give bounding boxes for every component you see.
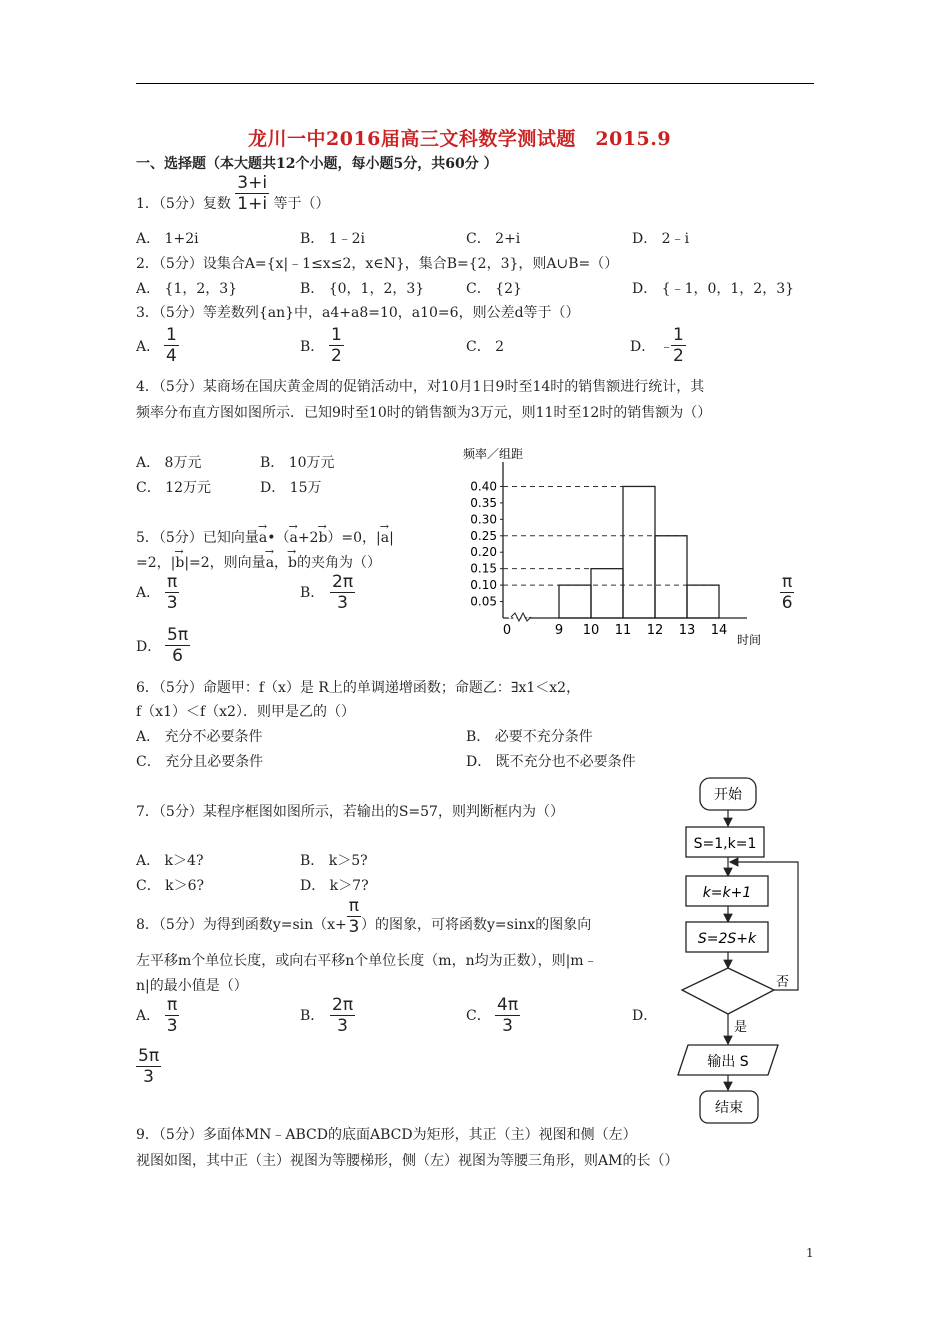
q1-option-b: B． 1﹣2i <box>300 231 366 247</box>
q5-option-c-fraction <box>780 574 794 612</box>
header-rule <box>136 83 814 84</box>
page-title: 龙川一中2016届高三文科数学测试题 2015.9 <box>248 128 672 150</box>
vector-a: → a <box>266 555 274 571</box>
q8-fraction <box>347 898 361 936</box>
q8-stem-line2: 左平移m个单位长度，或向右平移n个单位长度（m，n均为正数），则|m﹣ <box>136 953 598 969</box>
q8-b-den: 3 <box>337 1016 348 1036</box>
q5-text-3: +2 <box>297 530 319 546</box>
q5-stem-line2 <box>136 552 381 572</box>
q5-b-num: 2π <box>332 572 354 592</box>
q8-stem-line1 <box>136 896 592 944</box>
q8-option-b-label: B． <box>300 1008 325 1024</box>
flow-output-text: 输出 S <box>707 1054 749 1070</box>
vector-a: → a <box>259 530 267 546</box>
y-tick-label: 0.25 <box>470 528 497 543</box>
q8-option-b-fraction <box>330 997 355 1035</box>
y-tick-label: 0.40 <box>470 479 497 494</box>
q6-option-a: A． 充分不必要条件 <box>136 729 263 745</box>
q3-option-c: C． 2 <box>466 339 505 355</box>
flow-start-text: 开始 <box>714 787 742 803</box>
x-tick-label: 10 <box>582 623 600 638</box>
q7-option-b: B． k＞5? <box>300 853 368 869</box>
y-tick-label: 0.10 <box>470 578 497 593</box>
q9-stem-line2: 视图如图，其中正（主）视图为等腰梯形，侧（左）视图为等腰三角形，则AM的长（） <box>136 1153 679 1169</box>
histogram-chart <box>455 440 775 650</box>
flow-end-text: 结束 <box>715 1100 743 1116</box>
q8-c-num: 4π <box>497 995 519 1015</box>
q8-option-c-label: C． <box>466 1008 491 1024</box>
q1-prefix: 1．（5分）复数 <box>136 196 231 212</box>
x-tick-label: 0 <box>502 623 512 638</box>
q5-d-den: 6 <box>172 646 183 666</box>
q1-suffix: 等于（） <box>273 196 330 212</box>
q8-option-a-label: A． <box>136 1008 161 1024</box>
q6-stem-line2: f（x1）＜f（x2）．则甲是乙的（） <box>136 704 355 720</box>
q5-option-b-fraction <box>330 574 355 612</box>
q7-option-c: C． k＞6? <box>136 878 205 894</box>
q8-frac-den: 3 <box>348 917 360 937</box>
flow-no-label: 否 <box>776 975 790 990</box>
q3-a-den: 4 <box>166 346 177 366</box>
histogram-y-label: 频率／组距 <box>463 447 524 461</box>
q5-option-a-fraction <box>165 574 179 612</box>
q2-stem: 2．（5分）设集合A={x|﹣1≤x≤2，x∈N}，集合B={2，3}，则A∪B=（） <box>136 256 619 272</box>
q3-stem: 3．（5分）等差数列{an}中，a4+a8=10，a10=6，则公差d等于（） <box>136 305 580 321</box>
flow-step1-text: k=k+1 <box>702 885 752 901</box>
section-heading: 一、选择题（本大题共12个小题，每小题5分，共60分 ） <box>136 156 498 172</box>
q5-text-1: 5．（5分）已知向量 <box>136 530 259 546</box>
vector-a: → a <box>381 530 389 546</box>
q5-text-9: 的夹角为（） <box>297 555 382 571</box>
q6-stem-line1: 6．（5分）命题甲：f（x）是 R上的单调递增函数；命题乙：∃x1＜x2， <box>136 680 581 696</box>
y-tick-label: 0.05 <box>470 594 497 609</box>
q1-option-c: C． 2+i <box>466 231 521 247</box>
q5-option-d-fraction <box>165 627 190 665</box>
q2-option-a: A． {1，2，3} <box>136 281 238 297</box>
q4-option-b: B． 10万元 <box>260 455 335 471</box>
flow-init-text: S=1,k=1 <box>693 836 757 852</box>
q7-option-a: A． k＞4? <box>136 853 204 869</box>
q8-stem-line3: n|的最小值是（） <box>136 978 248 994</box>
y-tick-label: 0.35 <box>470 495 497 510</box>
histogram-x-label: 时间 <box>737 633 762 647</box>
q5-a-num: π <box>167 572 178 592</box>
q5-text-2: •（ <box>267 530 290 546</box>
q5-option-d-label: D． <box>136 639 162 655</box>
q1-option-a: A． 1+2i <box>136 231 199 247</box>
q3-d-den: 2 <box>673 346 684 366</box>
q3-option-b-fraction <box>329 327 344 365</box>
q1-frac-num: 3+i <box>237 173 268 193</box>
histogram-bar <box>559 585 591 618</box>
q1-frac-den: 1+i <box>237 194 268 214</box>
q4-stem-line2: 频率分布直方图如图所示．已知9时至10时的销售额为3万元，则11时至12时的销售额为（） <box>136 405 712 421</box>
flow-decision-diamond <box>682 968 774 1014</box>
q2-option-b: B． {0，1，2，3} <box>300 281 425 297</box>
vector-b: → b <box>175 555 184 571</box>
q8-a-num: π <box>167 995 178 1015</box>
q3-option-a-fraction <box>164 327 179 365</box>
q4-stem-line1: 4．（5分）某商场在国庆黄金周的促销活动中，对10月1日9时至14时的销售额进行统计，其 <box>136 379 705 395</box>
q9-stem-line1: 9．（5分）多面体MN﹣ABCD的底面ABCD为矩形，其正（主）视图和侧（左） <box>136 1127 637 1143</box>
q5-text-5: | <box>389 530 394 546</box>
q5-text-6: =2，| <box>136 555 176 571</box>
x-tick-label: 12 <box>646 623 664 638</box>
q8-text-2: ）的图象，可将函数y=sinx的图象向 <box>361 917 592 933</box>
q3-b-den: 2 <box>331 346 342 366</box>
q1-stem <box>136 173 330 223</box>
q5-a-den: 3 <box>166 593 178 613</box>
q4-option-c: C． 12万元 <box>136 480 211 496</box>
q3-d-num: 1 <box>673 325 684 345</box>
q8-frac-num: π <box>348 896 360 916</box>
vector-b: → b <box>318 530 327 546</box>
x-tick-label: 13 <box>678 623 696 638</box>
q5-c-num: π <box>782 572 793 592</box>
q8-a-den: 3 <box>166 1016 178 1036</box>
q4-option-d: D． 15万 <box>260 480 322 496</box>
q5-b-den: 3 <box>337 593 348 613</box>
q6-option-b: B． 必要不充分条件 <box>466 729 593 745</box>
q2-option-d: D． {﹣1，0，1，2，3} <box>632 281 795 297</box>
histogram-bar <box>655 536 687 618</box>
q8-text-1: 8．（5分）为得到函数y=sin（x+ <box>136 917 347 933</box>
q3-option-d-label: D． ﹣ <box>630 339 674 355</box>
q8-option-a-fraction <box>165 997 179 1035</box>
x-tick-label: 11 <box>614 623 632 638</box>
q8-option-c-fraction <box>495 997 520 1035</box>
page-number: 1 <box>806 1246 814 1260</box>
x-tick-label: 14 <box>710 623 728 638</box>
q1-option-d: D． 2﹣i <box>632 231 690 247</box>
y-tick-label: 0.15 <box>470 561 497 576</box>
q1-fraction <box>235 175 269 213</box>
q5-d-num: 5π <box>167 625 189 645</box>
histogram-bar <box>591 569 623 618</box>
q5-c-den: 6 <box>781 593 793 613</box>
q7-stem: 7．（5分）某程序框图如图所示，若输出的S=57，则判断框内为（） <box>136 804 564 820</box>
q5-text-7: |=2，则向量 <box>184 555 266 571</box>
q8-b-num: 2π <box>332 995 354 1015</box>
q5-text-4: ）=0，| <box>327 530 381 546</box>
q8-option-d-label: D． <box>632 1008 658 1024</box>
program-flowchart <box>668 772 818 1132</box>
flow-step2-text: S=2S+k <box>697 931 757 947</box>
q8-c-den: 3 <box>502 1016 513 1036</box>
y-tick-label: 0.30 <box>470 512 497 527</box>
q8-option-d-fraction <box>136 1048 161 1086</box>
vector-a: → a <box>289 530 297 546</box>
q4-option-a: A． 8万元 <box>136 455 202 471</box>
q3-a-num: 1 <box>166 325 177 345</box>
q5-option-b-label: B． <box>300 585 325 601</box>
vector-b: → b <box>288 555 297 571</box>
histogram-bar <box>687 585 719 618</box>
q8-d-den: 3 <box>143 1067 154 1087</box>
x-tick-label: 9 <box>554 623 564 638</box>
q5-stem-line1 <box>136 527 394 547</box>
q7-option-d: D． k＞7? <box>300 878 369 894</box>
q8-d-num: 5π <box>138 1046 160 1066</box>
q6-option-c: C． 充分且必要条件 <box>136 754 264 770</box>
q3-option-b-label: B． <box>300 339 325 355</box>
y-tick-label: 0.20 <box>470 545 497 560</box>
histogram-bar <box>623 486 655 618</box>
q3-option-a-label: A． <box>136 339 161 355</box>
q3-b-num: 1 <box>331 325 342 345</box>
q2-option-c: C． {2} <box>466 281 522 297</box>
flow-yes-label: 是 <box>734 1020 748 1035</box>
q5-text-8: ， <box>274 555 289 571</box>
q5-option-a-label: A． <box>136 585 161 601</box>
q3-option-d-fraction <box>671 327 686 365</box>
q6-option-d: D． 既不充分也不必要条件 <box>466 754 636 770</box>
